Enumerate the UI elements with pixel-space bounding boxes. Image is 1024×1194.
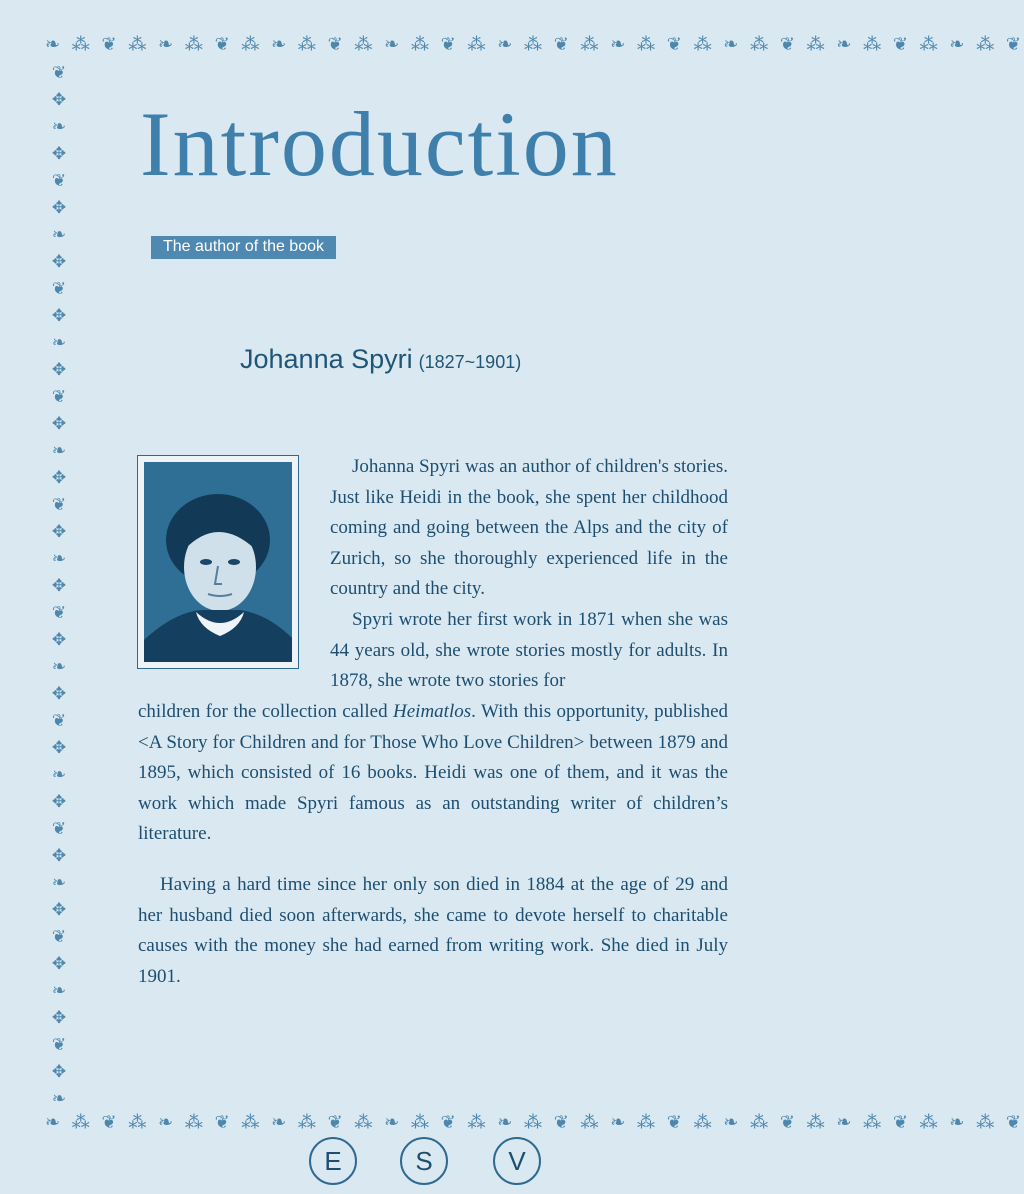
paragraph-3: Having a hard time since her only son died in 1884 at the age of 29 and her husband died soon afterwards, she came to devote herself to charitable causes with the money she had earned from writing work. She died in July 1901. <box>138 874 728 987</box>
paragraph-2-text-a: children for the collection called <box>138 701 394 722</box>
paragraph-2-continued <box>138 697 728 850</box>
logo-e: E <box>309 1137 357 1185</box>
author-years: (1827~1901) <box>418 352 522 372</box>
ornamental-border-top: ❧ ⁂ ❦ ⁂ ❧ ⁂ ❦ ⁂ ❧ ⁂ ❦ ⁂ ❧ ⁂ ❦ ⁂ ❧ ⁂ ❦ ⁂ ❧ ⁂ ❦ ⁂ ❧ ⁂ ❦ ⁂ ❧ ⁂ ❦ ⁂ ❧ ⁂ ❦ <box>45 34 1024 55</box>
paragraph-1: Johanna Spyri was an author of children's stories. Just like Heidi in the book, she spent her childhood coming and going between the Alps and the city of Zurich, so she thoroughly experienced life in the country and the city. <box>330 456 728 599</box>
portrait-image <box>144 462 292 662</box>
author-heading <box>240 344 521 375</box>
paragraph-2-text-b: . With this opportunity, published <A Story for Children and for Those Who Love Children> between 1879 and 1895, which consisted of 16 books. Heidi was one of them, and it was the work which made Spyri famous as an outstanding writer of children’s literature. <box>138 701 729 844</box>
author-name: Johanna Spyri <box>240 344 413 374</box>
logo-s: S <box>400 1137 448 1185</box>
portrait-illustration <box>144 462 292 662</box>
ornamental-border-left: ❦ ✥ ❧ ✥ ❦ ✥ ❧ ✥ ❦ ✥ ❧ ✥ ❦ ✥ ❧ ✥ ❦ ✥ ❧ ✥ ❦ ✥ ❧ ✥ ❦ ✥ ❧ ✥ ❦ ✥ ❧ ✥ ❦ ✥ ❧ ✥ ❦ ✥ ❧ <box>51 63 67 1109</box>
page-title: Introduction <box>140 93 619 195</box>
collection-title: Heimatlos <box>393 701 472 722</box>
author-portrait <box>137 455 299 669</box>
section-tag: The author of the book <box>151 236 336 259</box>
logo-v: V <box>493 1137 541 1185</box>
ornamental-border-bottom: ❧ ⁂ ❦ ⁂ ❧ ⁂ ❦ ⁂ ❧ ⁂ ❦ ⁂ ❧ ⁂ ❦ ⁂ ❧ ⁂ ❦ ⁂ ❧ ⁂ ❦ ⁂ ❧ ⁂ ❦ ⁂ ❧ ⁂ ❦ ⁂ ❧ ⁂ ❦ <box>45 1112 1024 1133</box>
paragraph-2-wrapped: Spyri wrote her first work in 1871 when she was 44 years old, she wrote stories mostly for adults. In 1878, she wrote two stories for <box>330 609 728 691</box>
